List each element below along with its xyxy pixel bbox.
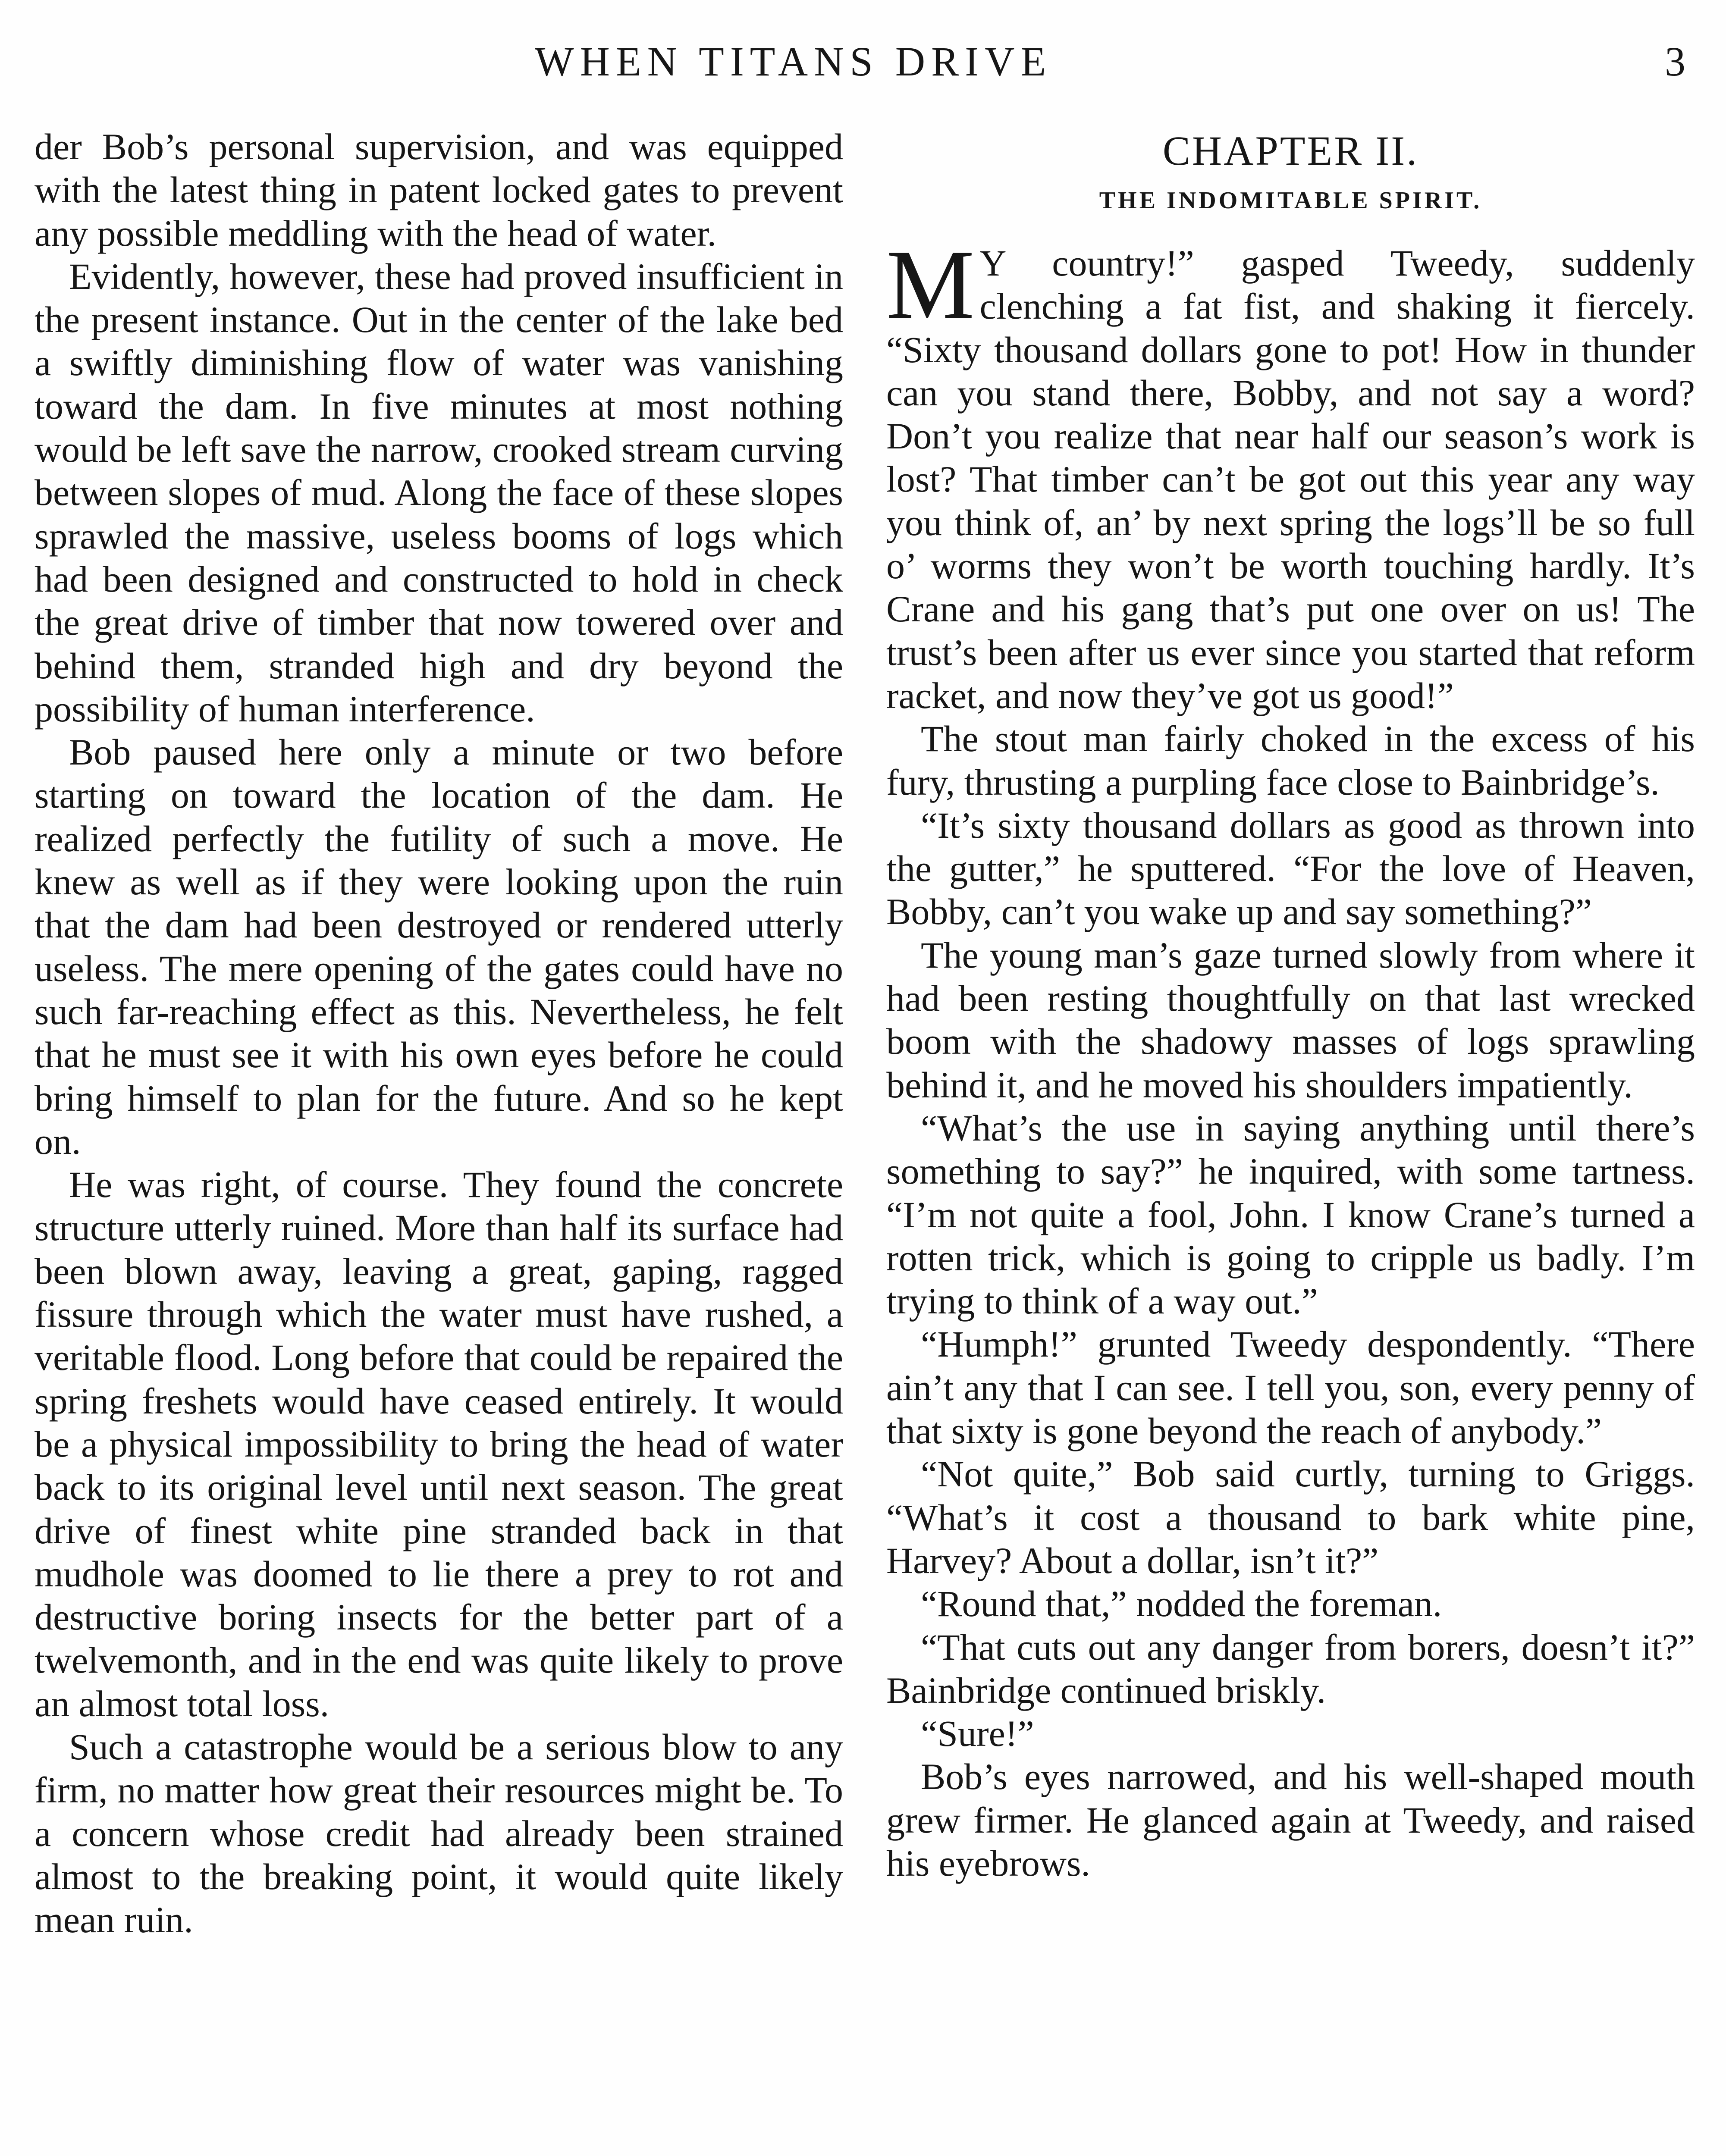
paragraph: Evidently, however, these had proved insufficient in the present instance. Out in the center of the lake bed a swiftly diminishing flow of water was vanishing toward the dam. In five minutes at most nothing would be left save the narrow, crooked stream curving between slopes of mud. Along the face of these slopes sprawled the massive, useless booms of logs which had been designed and constructed to hold in check the great drive of timber that now towered over and behind them, stranded high and dry beyond the possibility of human interference.: [35, 255, 843, 730]
page-number: 3: [1665, 38, 1685, 85]
opening-paragraph: [886, 229, 1695, 717]
running-title: WHEN TITANS DRIVE: [535, 38, 1052, 85]
paragraph: The young man’s gaze turned slowly from where it had been resting thoughtfully on that last wrecked boom with the shadowy masses of logs sprawling behind it, and he moved his shoulders impatiently.: [886, 934, 1695, 1106]
drop-cap: M: [886, 229, 975, 339]
left-column: [35, 125, 843, 1941]
paragraph: “What’s the use in saying anything until there’s something to say?” he inquired, with some tartness. “I’m not quite a fool, John. I know Crane’s turned a rotten trick, which is going to cripple us badly. I’m trying to think of a way out.”: [886, 1107, 1695, 1322]
paragraph: The stout man fairly choked in the excess of his fury, thrusting a purpling face close to Bainbridge’s.: [886, 718, 1695, 803]
paragraph: “Round that,” nodded the foreman.: [921, 1583, 1442, 1625]
chapter-title: CHAPTER II.: [1162, 128, 1419, 174]
paragraph: Bob paused here only a minute or two before starting on toward the location of the dam. He realized perfectly the futility of such a move. He knew as well as if they were looking upon the ruin that the dam had been destroyed or rendered utterly useless. The mere opening of the gates could have no such far-reaching effect as this. Nevertheless, he felt that he must see it with his own eyes before he could bring himself to plan for the future. And so he kept on.: [35, 731, 843, 1162]
paragraph: Such a catastrophe would be a serious blow to any firm, no matter how great their resources might be. To a concern whose credit had already been strained almost to the breaking point, it would quite likely mean ruin.: [35, 1726, 843, 1941]
paragraph: “Sure!”: [921, 1713, 1034, 1755]
paragraph: He was right, of course. They found the concrete structure utterly ruined. More than half its surface had been blown away, leaving a great, gaping, ragged fissure through which the water must have rushed, a veritable flood. Long before that could be repaired the spring freshets would have ceased entirely. It would be a physical impossibility to bring the head of water back to its original level until next season. The great drive of finest white pine stranded back in that mudhole was doomed to lie there a prey to rot and destructive boring insects for the better part of a twelvemonth, and in the end was quite likely to prove an almost total loss.: [35, 1164, 843, 1724]
paragraph: “That cuts out any danger from borers, doesn’t it?” Bainbridge continued briskly.: [886, 1626, 1695, 1711]
chapter-subtitle: THE INDOMITABLE SPIRIT.: [1099, 187, 1482, 214]
running-head: [0, 34, 1726, 90]
paragraph: “It’s sixty thousand dollars as good as thrown into the gutter,” he sputtered. “For the love of Heaven, Bobby, can’t you wake up and say something?”: [886, 804, 1695, 933]
paragraph: “Humph!” grunted Tweedy despondently. “There ain’t any that I can see. I tell you, son, every penny of that sixty is gone beyond the reach of anybody.”: [886, 1323, 1695, 1452]
paragraph: der Bob’s personal supervision, and was equipped with the latest thing in patent locked gates to prevent any possible meddling with the head of water.: [35, 126, 843, 254]
paragraph: Bob’s eyes narrowed, and his well-shaped mouth grew firmer. He glanced again at Tweedy, and raised his eyebrows.: [886, 1756, 1695, 1884]
opening-paragraph-text: Y country!” gasped Tweedy, suddenly clenching a fat fist, and shaking it fiercely. “Sixty thousand dollars gone to pot! How in thunder can you stand there, Bobby, and not say a word? Don’t you realize that near half our season’s work is lost? That timber can’t be got out this year any way you think of, an’ by next spring the logs’ll be so full o’ worms they won’t be worth touching hardly. It’s Crane and his gang that’s put one over on us! The trust’s been after us ever since you started that reform racket, and now they’ve got us good!”: [886, 242, 1695, 716]
right-column: [886, 125, 1695, 1885]
paragraph: “Not quite,” Bob said curtly, turning to Griggs. “What’s it cost a thousand to bark white pine, Harvey? About a dollar, isn’t it?”: [886, 1453, 1695, 1581]
